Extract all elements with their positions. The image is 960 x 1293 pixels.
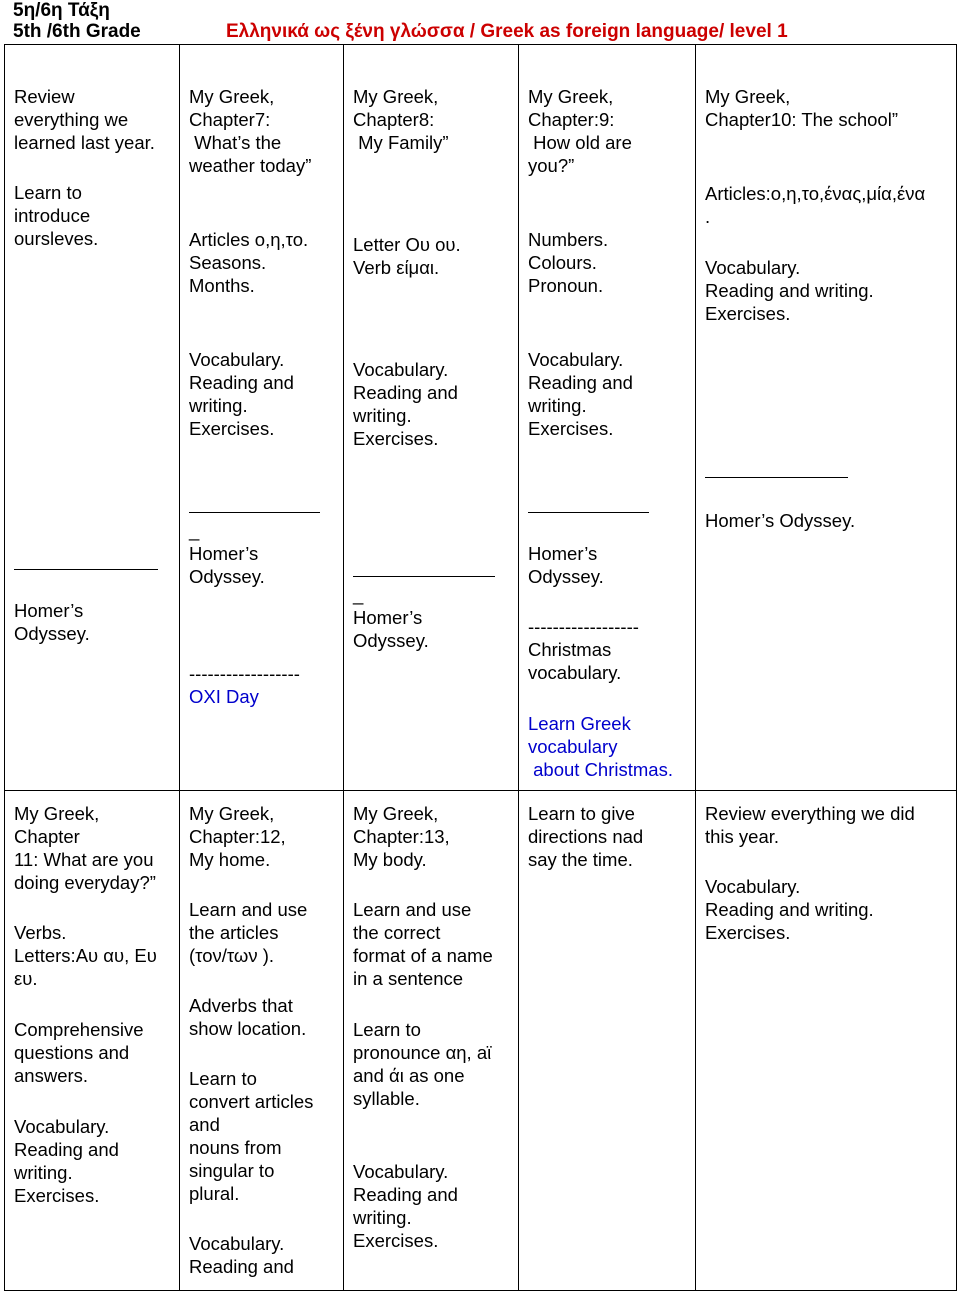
text-block (189, 662, 300, 685)
text-line: Chapter:13, (353, 826, 450, 847)
text-line: you?” (528, 155, 575, 176)
text-line: Reading and (189, 372, 294, 393)
text-line: Letters:Αυ αυ, Ευ (14, 945, 157, 966)
subject-title: Ελληνικά ως ξένη γλώσσα / Greek as foreign language/ level 1 (226, 21, 788, 42)
text-line: questions and (14, 1042, 130, 1063)
text-line: Seasons. (189, 252, 267, 273)
text-block (14, 1115, 119, 1207)
text-block (528, 712, 673, 781)
text-line: directions nad (528, 826, 644, 847)
text-line: the correct (353, 922, 441, 943)
table-cell (519, 45, 696, 791)
text-block (528, 85, 632, 177)
text-line: Exercises. (189, 418, 275, 439)
table-cell (180, 45, 344, 791)
divider-line (705, 477, 848, 478)
text-line: Colours. (528, 252, 597, 273)
text-line: Chapter7: (189, 109, 271, 130)
text-block (189, 1232, 294, 1278)
text-line: Review (14, 86, 75, 107)
text-line: Homer’s (189, 543, 259, 564)
table-cell (180, 791, 344, 1291)
divider-line (14, 569, 158, 570)
table-cell (5, 45, 180, 791)
text-line: vocabulary. (528, 662, 622, 683)
text-line: Learn to (189, 1068, 257, 1089)
text-line: format of a name (353, 945, 493, 966)
text-line: Learn to (14, 182, 82, 203)
text-line: writing. (353, 1207, 412, 1228)
text-line: writing. (528, 395, 587, 416)
text-line: Review everything we did (705, 803, 915, 824)
text-line: Vocabulary. (189, 349, 285, 370)
text-line: Verbs. (14, 922, 67, 943)
curriculum-table (4, 44, 957, 1291)
text-block (528, 228, 608, 297)
text-line: nouns from (189, 1137, 282, 1158)
grade-greek: 5η/6η Τάξη (13, 0, 110, 21)
text-line: singular to (189, 1160, 275, 1181)
text-block (353, 802, 450, 871)
text-line: . (705, 206, 711, 227)
text-line: Exercises. (705, 303, 791, 324)
text-block (353, 1018, 491, 1110)
text-line: Learn to (353, 1019, 421, 1040)
text-line: the articles (189, 922, 279, 943)
text-line: Odyssey. (189, 566, 265, 587)
text-line: Odyssey. (14, 623, 90, 644)
text-line: Learn Greek (528, 713, 631, 734)
text-line: My Greek, (189, 803, 275, 824)
text-block (705, 509, 855, 532)
text-line: Exercises. (353, 1230, 439, 1251)
text-line: Reading and (14, 1139, 119, 1160)
text-line: Exercises. (353, 428, 439, 449)
text-line: Months. (189, 275, 255, 296)
text-line: Reading and (528, 372, 633, 393)
text-block (528, 542, 604, 588)
text-line: My home. (189, 849, 271, 870)
text-line: My Greek, (705, 86, 791, 107)
text-line: Christmas (528, 639, 612, 660)
text-line: ------------------ (189, 663, 300, 684)
text-line: My Greek, (189, 86, 275, 107)
text-block (528, 615, 639, 684)
text-line: Chapter10: The school” (705, 109, 898, 130)
text-block (528, 802, 643, 871)
text-block (353, 1160, 458, 1252)
text-line: in a sentence (353, 968, 464, 989)
table-cell (344, 45, 519, 791)
text-block (705, 875, 874, 944)
text-line: Numbers. (528, 229, 609, 250)
text-line: Exercises. (528, 418, 614, 439)
text-line: Learn and use (189, 899, 308, 920)
text-block (189, 685, 259, 708)
text-line: Homer’s (14, 600, 84, 621)
text-block (14, 85, 155, 154)
text-line: everything we (14, 109, 129, 130)
table-cell (344, 791, 519, 1291)
text-line: learned last year. (14, 132, 155, 153)
text-block (353, 358, 458, 450)
text-line: _ (353, 584, 364, 605)
text-line: My body. (353, 849, 427, 870)
text-line: answers. (14, 1065, 89, 1086)
text-line: writing. (14, 1162, 73, 1183)
text-line: say the time. (528, 849, 633, 870)
text-line: doing everyday?” (14, 872, 156, 893)
text-block (14, 181, 98, 250)
text-line: My Greek, (353, 86, 439, 107)
grade-english: 5th /6th Grade (13, 21, 141, 42)
table-cell (519, 791, 696, 1291)
text-block (353, 233, 461, 279)
text-line: Vocabulary. (353, 359, 449, 380)
table-cell (5, 791, 180, 1291)
text-line: Learn and use (353, 899, 472, 920)
text-block (528, 348, 633, 440)
text-block (353, 898, 493, 990)
text-line: Learn to give (528, 803, 635, 824)
text-line: ------------------ (528, 616, 639, 637)
text-line: Chapter (14, 826, 80, 847)
text-line: this year. (705, 826, 780, 847)
text-line: pronounce αη, aϊ (353, 1042, 492, 1063)
text-line: Chapter8: (353, 109, 435, 130)
text-line: Reading and (353, 382, 458, 403)
text-block (705, 802, 915, 848)
text-block (189, 85, 311, 177)
text-line: writing. (353, 405, 412, 426)
text-line: show location. (189, 1018, 307, 1039)
document-header (0, 0, 960, 44)
text-block (189, 1067, 313, 1205)
text-line: Vocabulary. (705, 257, 801, 278)
text-block (189, 228, 308, 297)
table-cell (696, 45, 957, 791)
text-line: How old are (528, 132, 632, 153)
text-line: Articles ο,η,το. (189, 229, 309, 250)
table-cell (696, 791, 957, 1291)
text-line: Verb είμαι. (353, 257, 440, 278)
text-line: syllable. (353, 1088, 420, 1109)
text-line: My Greek, (353, 803, 439, 824)
text-block (14, 802, 156, 894)
text-line: writing. (189, 395, 248, 416)
text-line: _ (189, 520, 200, 541)
divider-line (189, 512, 320, 513)
text-line: Comprehensive (14, 1019, 144, 1040)
text-line: My Greek, (14, 803, 100, 824)
divider-line (353, 576, 495, 577)
text-line: 11: What are you (14, 849, 154, 870)
text-block (353, 583, 429, 652)
text-block (14, 921, 157, 990)
text-line: Odyssey. (528, 566, 604, 587)
text-line: ευ. (14, 968, 38, 989)
text-line: Vocabulary. (14, 1116, 110, 1137)
text-block (353, 85, 449, 154)
text-line: My Greek, (528, 86, 614, 107)
text-line: plural. (189, 1183, 240, 1204)
text-line: Pronoun. (528, 275, 604, 296)
text-line: Vocabulary. (189, 1233, 285, 1254)
text-line: Articles:ο,η,το,ένας,μία,ένα (705, 183, 926, 204)
text-line: What’s the (189, 132, 282, 153)
text-block (14, 599, 90, 645)
text-line: Vocabulary. (353, 1161, 449, 1182)
text-block (705, 85, 898, 131)
text-line: Adverbs that (189, 995, 293, 1016)
table-row (5, 791, 957, 1291)
text-line: Homer’s Odyssey. (705, 510, 856, 531)
text-line: and (189, 1114, 220, 1135)
text-block (189, 519, 265, 588)
text-line: and άι as one (353, 1065, 465, 1086)
table-row (5, 45, 957, 791)
text-block (189, 898, 307, 967)
text-line: Homer’s (353, 607, 423, 628)
text-line: My Family” (353, 132, 449, 153)
text-line: Letter Ου ου. (353, 234, 461, 255)
text-line: OXI Day (189, 686, 259, 707)
text-line: Reading and writing. (705, 899, 874, 920)
text-line: Reading and (353, 1184, 458, 1205)
text-block (189, 348, 294, 440)
text-line: oursleves. (14, 228, 99, 249)
text-line: Exercises. (14, 1185, 100, 1206)
text-line: Odyssey. (353, 630, 429, 651)
text-block (189, 994, 306, 1040)
text-line: Vocabulary. (705, 876, 801, 897)
text-line: Reading and (189, 1256, 294, 1277)
text-block (14, 1018, 144, 1087)
text-block (189, 802, 286, 871)
text-line: (τον/των ). (189, 945, 275, 966)
text-line: Homer’s (528, 543, 598, 564)
divider-line (528, 512, 649, 513)
text-line: about Christmas. (528, 759, 673, 780)
text-line: vocabulary (528, 736, 618, 757)
text-line: Exercises. (705, 922, 791, 943)
text-line: Reading and writing. (705, 280, 874, 301)
text-block (705, 182, 925, 228)
text-line: introduce (14, 205, 91, 226)
text-line: weather today” (189, 155, 312, 176)
text-line: Vocabulary. (528, 349, 624, 370)
text-block (705, 256, 874, 325)
text-line: convert articles (189, 1091, 314, 1112)
text-line: Chapter:12, (189, 826, 286, 847)
text-line: Chapter:9: (528, 109, 615, 130)
